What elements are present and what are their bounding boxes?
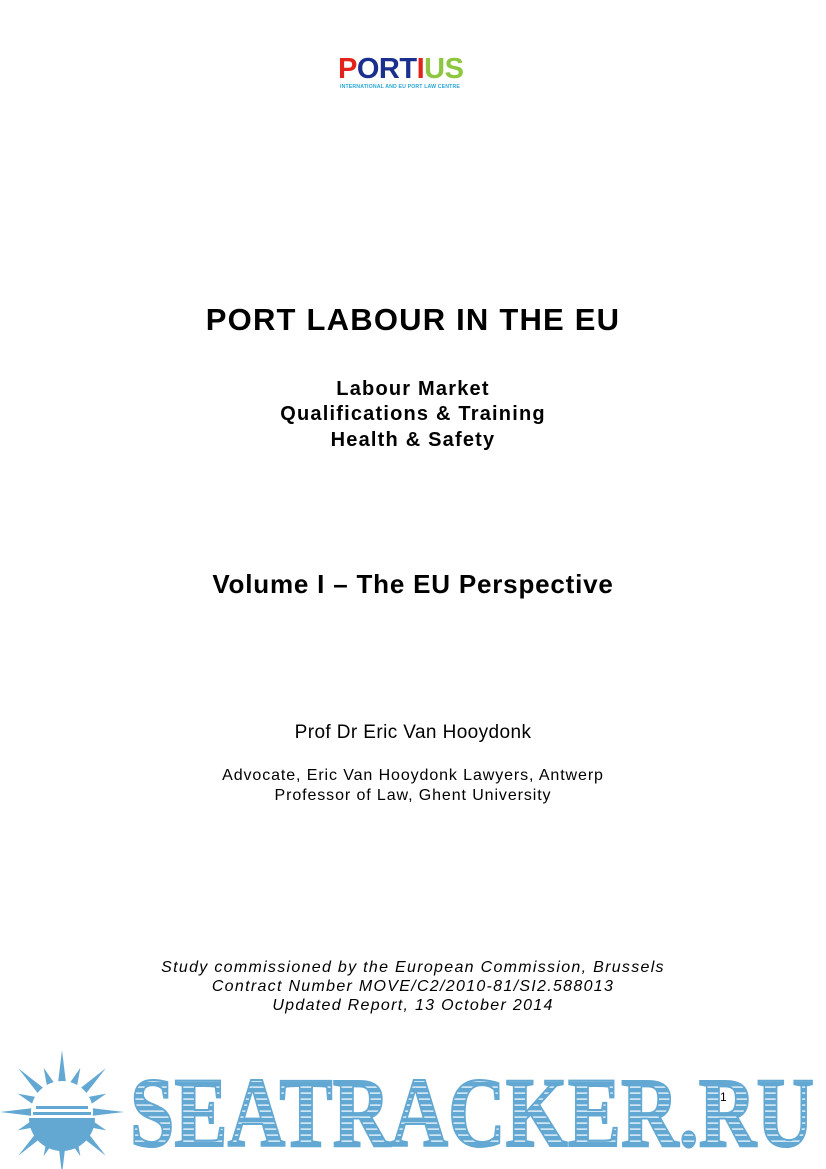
subtitle-labour-market: Labour Market bbox=[336, 378, 490, 400]
portius-logo bbox=[338, 54, 490, 94]
logo-letter: S bbox=[444, 53, 464, 85]
logo-letter: I bbox=[416, 53, 425, 85]
logo-letter: R bbox=[378, 53, 400, 85]
subtitle-qualifications: Qualifications & Training bbox=[280, 403, 546, 425]
author-name: Prof Dr Eric Van Hooydonk bbox=[294, 722, 532, 743]
subtitle-health-safety: Health & Safety bbox=[330, 429, 496, 451]
sun-watermark-icon bbox=[0, 1046, 128, 1169]
seatracker-watermark bbox=[128, 1060, 818, 1154]
volume-title: Volume I – The EU Perspective bbox=[212, 569, 614, 599]
contract-number: Contract Number MOVE/C2/2010-81/SI2.588013 bbox=[211, 978, 615, 995]
author-affiliation: Advocate, Eric Van Hooydonk Lawyers, Antwerp bbox=[222, 767, 604, 784]
watermark-text: SEATRACKER.RU bbox=[130, 1060, 814, 1154]
logo-letter: T bbox=[399, 53, 417, 85]
logo-subtitle: INTERNATIONAL AND EU PORT LAW CENTRE bbox=[340, 84, 461, 90]
logo-letter: U bbox=[424, 53, 445, 85]
logo-letter: O bbox=[356, 53, 379, 85]
commission-line: Study commissioned by the European Commission, Brussels bbox=[161, 959, 665, 976]
page-number: 1 bbox=[720, 1090, 727, 1104]
logo-letter: P bbox=[338, 53, 357, 85]
portius-logo-wordmark bbox=[338, 54, 463, 84]
report-date: Updated Report, 13 October 2014 bbox=[272, 997, 554, 1014]
author-affiliation: Professor of Law, Ghent University bbox=[274, 787, 552, 804]
document-title: PORT LABOUR IN THE EU bbox=[205, 302, 621, 337]
